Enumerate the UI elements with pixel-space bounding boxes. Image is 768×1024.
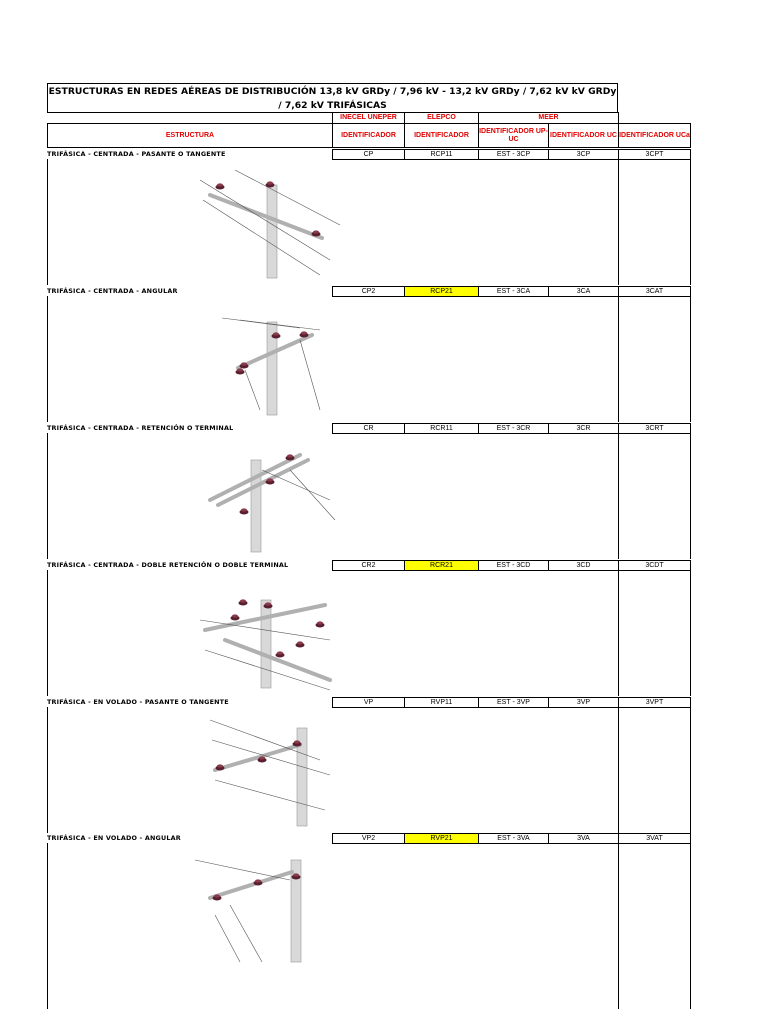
cell-elepco: RCR21 bbox=[404, 560, 479, 571]
structure-image-cell bbox=[47, 159, 691, 285]
cell-upuc: EST - 3CD bbox=[478, 560, 549, 571]
cell-upuc: EST - 3CA bbox=[478, 286, 549, 297]
cell-elepco: RVP11 bbox=[404, 697, 479, 708]
cell-elepco: RCR11 bbox=[404, 423, 479, 434]
cell-inecel: CP2 bbox=[332, 286, 405, 297]
cell-uca: 3CAT bbox=[618, 286, 691, 297]
header-group-elepco: ELEPCO bbox=[404, 112, 479, 124]
cell-uca: 3VPT bbox=[618, 697, 691, 708]
header-id-uca: IDENTIFICADOR UCa bbox=[618, 123, 691, 148]
cell-inecel: CP bbox=[332, 149, 405, 160]
sheet-title: ESTRUCTURAS EN REDES AÉREAS DE DISTRIBUCIÓN 13,8 kV GRDy / 7,96 kV - 13,2 kV GRDy / 7,62 kV kV GRDy / 7,62 kV TRIFÁSICAS bbox=[47, 83, 618, 113]
structure-image-cell bbox=[47, 296, 691, 422]
cell-uc: 3CR bbox=[548, 423, 619, 434]
structure-image-cell bbox=[47, 433, 691, 559]
header-group-meer: MEER bbox=[478, 112, 619, 124]
structure-name: TRIFÁSICA - CENTRADA - PASANTE O TANGENTE bbox=[47, 150, 226, 158]
structure-name: TRIFÁSICA - CENTRADA - RETENCIÓN O TERMINAL bbox=[47, 424, 234, 432]
cell-uca: 3VAT bbox=[618, 833, 691, 844]
structure-image-cell bbox=[47, 843, 691, 1009]
cell-inecel: VP2 bbox=[332, 833, 405, 844]
cell-elepco: RCP11 bbox=[404, 149, 479, 160]
structure-name: TRIFÁSICA - EN VOLADO - ANGULAR bbox=[47, 834, 181, 842]
cell-uca: 3CRT bbox=[618, 423, 691, 434]
header-id-uc: IDENTIFICADOR UC bbox=[548, 123, 619, 148]
structure-image-cell bbox=[47, 570, 691, 696]
header-inecel-id: IDENTIFICADOR bbox=[332, 123, 405, 148]
cell-uca: 3CDT bbox=[618, 560, 691, 571]
cell-uc: 3CA bbox=[548, 286, 619, 297]
header-group-inecel: INECEL UNEPER bbox=[332, 112, 405, 124]
structure-name: TRIFÁSICA - CENTRADA - DOBLE RETENCIÓN O DOBLE TERMINAL bbox=[47, 561, 289, 569]
cell-uc: 3VP bbox=[548, 697, 619, 708]
cell-inecel: CR bbox=[332, 423, 405, 434]
cell-uc: 3CP bbox=[548, 149, 619, 160]
cell-inecel: CR2 bbox=[332, 560, 405, 571]
cell-uca: 3CPT bbox=[618, 149, 691, 160]
cell-upuc: EST - 3VA bbox=[478, 833, 549, 844]
cell-elepco: RCP21 bbox=[404, 286, 479, 297]
cell-uc: 3VA bbox=[548, 833, 619, 844]
header-id-upuc: IDENTIFICADOR UP-UC bbox=[478, 123, 549, 148]
cell-upuc: EST - 3CR bbox=[478, 423, 549, 434]
header-estructura: ESTRUCTURA bbox=[47, 123, 333, 148]
structure-image-cell bbox=[47, 707, 691, 833]
structure-name: TRIFÁSICA - EN VOLADO - PASANTE O TANGENTE bbox=[47, 698, 229, 706]
structure-name: TRIFÁSICA - CENTRADA - ANGULAR bbox=[47, 287, 178, 295]
cell-upuc: EST - 3CP bbox=[478, 149, 549, 160]
cell-elepco: RVP21 bbox=[404, 833, 479, 844]
header-elepco-id: IDENTIFICADOR bbox=[404, 123, 479, 148]
cell-upuc: EST - 3VP bbox=[478, 697, 549, 708]
cell-uc: 3CD bbox=[548, 560, 619, 571]
cell-inecel: VP bbox=[332, 697, 405, 708]
